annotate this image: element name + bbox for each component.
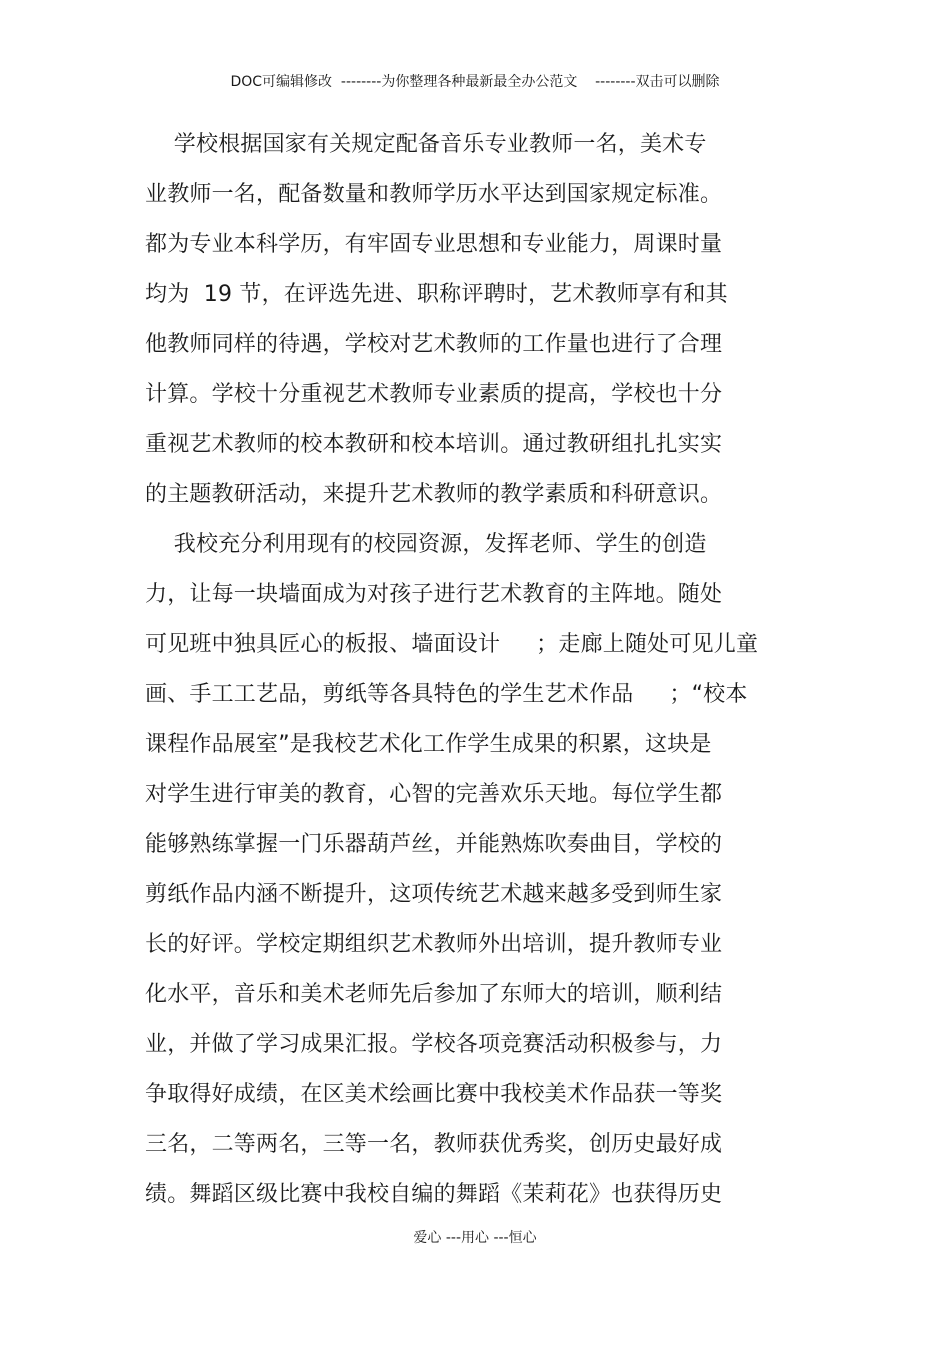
- text-line: 争取得好成绩，在区美术绘画比赛中我校美术作品获一等奖: [145, 1082, 723, 1107]
- text-line: 都为专业本科学历，有牢固专业思想和专业能力，周课时量: [145, 232, 723, 257]
- text-line: 力，让每一块墙面成为对孩子进行艺术教育的主阵地。随处: [145, 582, 723, 607]
- text-line: 的主题教研活动，来提升艺术教师的教学素质和科研意识。: [145, 482, 723, 507]
- text-line: 能够熟练掌握一门乐器葫芦丝，并能熟炼吹奏曲目，学校的: [145, 832, 723, 857]
- text-line: 画、手工工艺品，剪纸等各具特色的学生艺术作品 ；“校本: [145, 682, 748, 707]
- text-line: 化水平，音乐和美术老师先后参加了东师大的培训，顺利结: [145, 982, 723, 1007]
- text-line: 均为 19 节，在评选先进、职称评聘时，艺术教师享有和其: [145, 282, 728, 307]
- page-footer: 爱心 ---用心 ---恒心: [413, 1230, 537, 1246]
- text-line: 业教师一名，配备数量和教师学历水平达到国家规定标准。: [145, 182, 723, 207]
- text-line: 三名，二等两名，三等一名，教师获优秀奖，创历史最好成: [145, 1132, 723, 1157]
- text-line: 课程作品展室”是我校艺术化工作学生成果的积累，这块是: [145, 732, 712, 757]
- text-line: 我校充分利用现有的校园资源，发挥老师、学生的创造: [145, 532, 707, 557]
- text-line: 剪纸作品内涵不断提升，这项传统艺术越来越多受到师生家: [145, 882, 723, 907]
- text-line: 可见班中独具匠心的板报、墙面设计 ；走廊上随处可见儿童: [145, 632, 759, 657]
- document-body: [145, 120, 805, 1220]
- text-line: 对学生进行审美的教育，心智的完善欢乐天地。每位学生都: [145, 782, 723, 807]
- page-header: DOC可编辑修改 --------为你整理各种最新最全办公范文 --------双击可以删除: [230, 74, 720, 90]
- text-line: 学校根据国家有关规定配备音乐专业教师一名，美术专: [145, 132, 707, 157]
- text-line: 他教师同样的待遇，学校对艺术教师的工作量也进行了合理: [145, 332, 723, 357]
- text-line: 计算。学校十分重视艺术教师专业素质的提高，学校也十分: [145, 382, 723, 407]
- text-line: 长的好评。学校定期组织艺术教师外出培训，提升教师专业: [145, 932, 723, 957]
- text-line: 重视艺术教师的校本教研和校本培训。通过教研组扎扎实实: [145, 432, 723, 457]
- text-line: 绩。舞蹈区级比赛中我校自编的舞蹈《茉莉花》也获得历史: [145, 1182, 723, 1207]
- text-line: 业，并做了学习成果汇报。学校各项竞赛活动积极参与，力: [145, 1032, 723, 1057]
